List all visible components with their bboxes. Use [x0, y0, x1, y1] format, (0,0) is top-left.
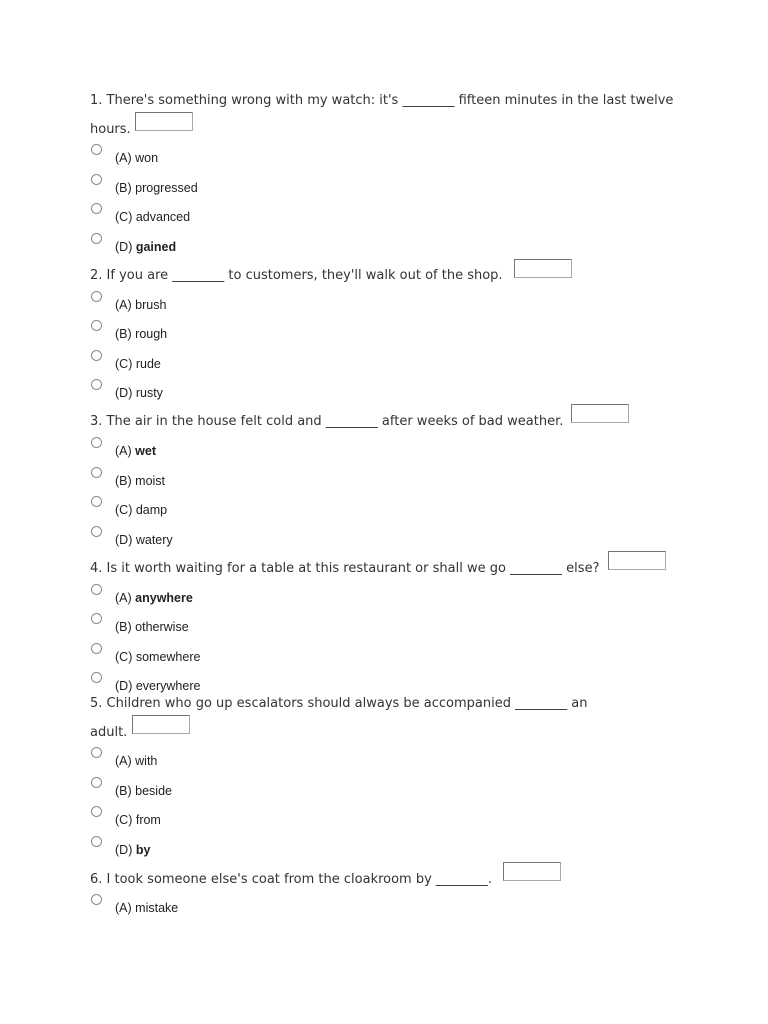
question-3-text: 3. The air in the house felt cold and ________ after weeks of bad weather.	[90, 414, 564, 429]
question-1-option-d[interactable]: (D) gained	[115, 240, 177, 254]
question-3-option-d-radio[interactable]	[91, 526, 102, 537]
question-2-option-b-radio[interactable]	[91, 320, 102, 331]
question-4-option-d-radio[interactable]	[91, 672, 102, 683]
question-1-option-c-radio[interactable]	[91, 203, 102, 214]
question-1-option-c[interactable]: (C) advanced	[115, 210, 191, 224]
question-1-option-b-radio[interactable]	[91, 174, 102, 185]
question-2-option-b[interactable]: (B) rough	[115, 327, 168, 341]
question-3-option-a[interactable]: (A) wet	[115, 444, 156, 458]
question-2-option-a-radio[interactable]	[91, 291, 102, 302]
question-1-answer-field[interactable]	[135, 112, 193, 131]
question-2-answer-field[interactable]	[514, 259, 572, 278]
question-2-text: 2. If you are ________ to customers, they'll walk out of the shop.	[90, 268, 503, 283]
question-4-text: 4. Is it worth waiting for a table at this restaurant or shall we go ________ else?	[90, 561, 600, 576]
question-5-option-c[interactable]: (C) from	[115, 813, 161, 827]
question-6-text: 6. I took someone else's coat from the cloakroom by ________.	[90, 872, 493, 887]
question-4-option-d[interactable]: (D) everywhere	[115, 679, 201, 693]
question-4-option-b-radio[interactable]	[91, 613, 102, 624]
question-4-option-c[interactable]: (C) somewhere	[115, 650, 201, 664]
question-2-option-c-radio[interactable]	[91, 350, 102, 361]
question-4-answer-field[interactable]	[608, 551, 666, 570]
question-5-option-b-radio[interactable]	[91, 777, 102, 788]
question-5-option-b[interactable]: (B) beside	[115, 784, 172, 798]
question-3-option-c[interactable]: (C) damp	[115, 503, 168, 517]
question-1-option-a[interactable]: (A) won	[115, 151, 159, 165]
question-5-text: 5. Children who go up escalators should always be accompanied ________ an	[90, 696, 588, 711]
question-4-option-c-radio[interactable]	[91, 643, 102, 654]
question-6-answer-field[interactable]	[503, 862, 561, 881]
question-3-option-d[interactable]: (D) watery	[115, 533, 173, 547]
question-5-option-c-radio[interactable]	[91, 806, 102, 817]
question-4-option-a[interactable]: (A) anywhere	[115, 591, 193, 605]
question-5-option-d-radio[interactable]	[91, 836, 102, 847]
question-1-option-b[interactable]: (B) progressed	[115, 181, 198, 195]
question-3-option-b[interactable]: (B) moist	[115, 474, 166, 488]
question-1-text-cont: hours.	[90, 122, 131, 137]
question-5-answer-field[interactable]	[132, 715, 190, 734]
question-4-option-b[interactable]: (B) otherwise	[115, 620, 189, 634]
question-2-option-d[interactable]: (D) rusty	[115, 386, 163, 400]
question-5-option-a[interactable]: (A) with	[115, 754, 158, 768]
question-3-answer-field[interactable]	[571, 404, 629, 423]
question-5-option-d[interactable]: (D) by	[115, 843, 151, 857]
question-2-option-c[interactable]: (C) rude	[115, 357, 161, 371]
question-5-text-cont: adult.	[90, 725, 128, 740]
question-4-option-a-radio[interactable]	[91, 584, 102, 595]
question-3-option-a-radio[interactable]	[91, 437, 102, 448]
question-2-option-d-radio[interactable]	[91, 379, 102, 390]
question-3-option-b-radio[interactable]	[91, 467, 102, 478]
question-1-option-a-radio[interactable]	[91, 144, 102, 155]
question-3-option-c-radio[interactable]	[91, 496, 102, 507]
question-6-option-a-radio[interactable]	[91, 894, 102, 905]
question-5-option-a-radio[interactable]	[91, 747, 102, 758]
question-1-option-d-radio[interactable]	[91, 233, 102, 244]
question-1-text: 1. There's something wrong with my watch: it's ________ fifteen minutes in the last twelve	[90, 93, 674, 108]
question-6-option-a[interactable]: (A) mistake	[115, 901, 179, 915]
question-2-option-a[interactable]: (A) brush	[115, 298, 167, 312]
